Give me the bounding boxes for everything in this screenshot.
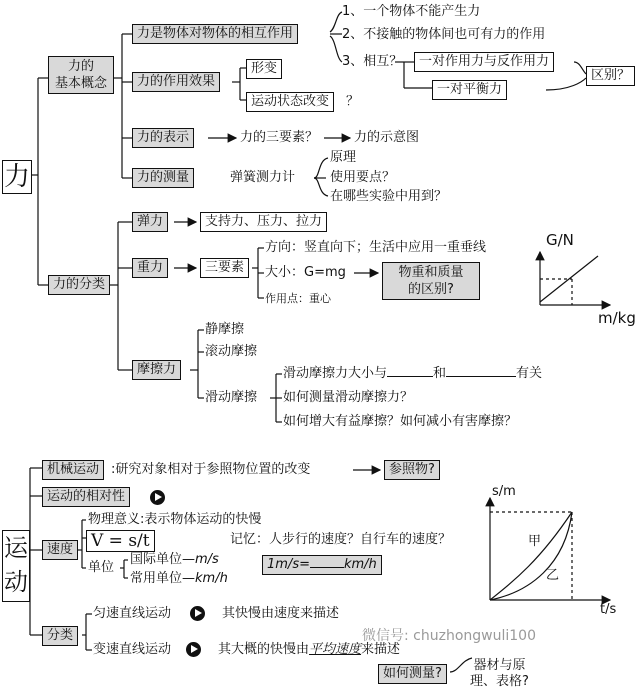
balanced-forces-node: 一对平衡力 [432, 80, 507, 100]
sliding-relation-b: 和 [433, 366, 447, 381]
scale-usage: 使用要点？ [330, 170, 396, 185]
common-unit [130, 571, 228, 587]
conversion-a: 1m/s= [267, 557, 310, 572]
physical-meaning: 物理意义:表示物体运动的快慢 [88, 512, 262, 527]
uniform-motion: 匀速直线运动 [93, 606, 172, 621]
unit-label: 单位 [88, 560, 115, 575]
mutual-label: 3、相互？ [342, 54, 403, 69]
definition-node: 力是物体对物体的相互作用 [132, 24, 298, 44]
relativity-play-icon[interactable] [150, 490, 165, 505]
motion-root: 运动 [2, 530, 30, 602]
increase-decrease: 如何增大有益摩擦？如何减小有害摩擦？ [283, 414, 518, 429]
sliding-relation-c: 有关 [516, 366, 543, 381]
sliding-relation-a: 滑动摩擦力大小与 [283, 366, 388, 381]
conversion-b: km/h [343, 557, 377, 572]
gravity-point: 作用点：重心 [265, 292, 331, 305]
gm-ylabel: G/N [546, 231, 574, 249]
curve-jia: 甲 [528, 534, 542, 549]
effect-node: 力的作用效果 [132, 72, 220, 92]
scale-principle: 原理 [330, 150, 357, 165]
variable-desc-b: 平均速度 [309, 642, 362, 657]
rolling-friction: 滚动摩擦 [205, 344, 258, 359]
sliding-friction: 滑动摩擦 [205, 390, 258, 405]
variable-motion: 变速直线运动 [93, 642, 172, 657]
deform-node: 形变 [246, 59, 282, 79]
gravity-node: 重力 [132, 258, 168, 278]
speed-node: 速度 [42, 540, 78, 560]
si-unit-value: m/s [195, 552, 219, 567]
representation-node: 力的表示 [132, 128, 194, 148]
how-measure-node: 如何测量? [378, 664, 447, 684]
force-root: 力 [3, 162, 30, 192]
speed-formula: V = s/t [86, 530, 155, 552]
curve-yi: 乙 [546, 568, 560, 583]
mechanical-desc: :研究对象相对于参照物位置的改变 [111, 462, 311, 477]
conversion-blank [310, 567, 344, 568]
watermark: 微信号: chuzhongwuli100 [362, 628, 536, 644]
action-reaction-node: 一对作用力与反作用力 [414, 52, 554, 72]
equipment-label: 器材与原 理、表格? [470, 658, 529, 689]
mechanical-node: 机械运动 [42, 460, 104, 480]
motion-change-node: 运动状态改变 [246, 92, 334, 112]
gm-xlabel: m/kg [598, 309, 636, 327]
motion-classification-node: 分类 [42, 626, 78, 646]
reference-node: 参照物? [384, 460, 440, 480]
three-elements-node: 三要素 [200, 258, 249, 278]
st-xlabel: t/s [600, 602, 617, 617]
variable-desc-c: 来描述 [361, 642, 401, 657]
uniform-desc: 其快慢由速度来描述 [222, 606, 340, 621]
uniform-play-icon[interactable] [190, 606, 205, 621]
relativity-node: 运动的相对性 [42, 487, 130, 507]
force-diagram-label: 力的示意图 [354, 130, 420, 145]
weight-mass-node: 物重和质量 的区别? [382, 262, 480, 300]
si-unit [130, 552, 219, 568]
conversion-node [262, 555, 382, 575]
note-one: 1、一个物体不能产生力 [342, 4, 481, 19]
elastic-node: 弹力 [132, 212, 168, 232]
classification-node: 力的分类 [48, 275, 110, 295]
measure-sliding: 如何测量滑动摩擦力？ [283, 390, 414, 405]
basic-concept-node: 力的 基本概念 [48, 56, 114, 94]
scale-experiments: 在哪些实验中用到？ [330, 189, 448, 204]
variable-desc [218, 642, 400, 658]
variable-desc-a: 其大概的快慢由 [218, 642, 310, 657]
difference-node: 区别？ [586, 66, 635, 86]
st-ylabel: s/m [492, 484, 516, 499]
speed-remember: 记忆：人步行的速度？自行车的速度？ [230, 532, 452, 547]
blank-two [446, 376, 516, 377]
variable-play-icon[interactable] [186, 642, 201, 657]
blank-one [387, 376, 433, 377]
three-elements-q: 力的三要素？ [240, 130, 319, 145]
common-unit-label: 常用单位— [130, 571, 196, 586]
note-two: 2、不接触的物体间也可有力的作用 [342, 27, 546, 42]
spring-scale-label: 弹簧测力计 [230, 170, 296, 185]
elastic-types-node: 支持力、压力、拉力 [200, 212, 327, 232]
sliding-relation [283, 366, 542, 382]
si-unit-label: 国际单位— [130, 552, 196, 567]
static-friction: 静摩擦 [205, 322, 245, 337]
common-unit-value: km/h [195, 571, 228, 586]
gravity-magnitude: 大小：G=mg [265, 265, 346, 280]
measurement-node: 力的测量 [132, 168, 194, 188]
gravity-direction: 方向：竖直向下；生活中应用一重垂线 [265, 240, 487, 255]
motion-change-q: ？ [346, 94, 360, 109]
friction-node: 摩擦力 [132, 360, 181, 380]
